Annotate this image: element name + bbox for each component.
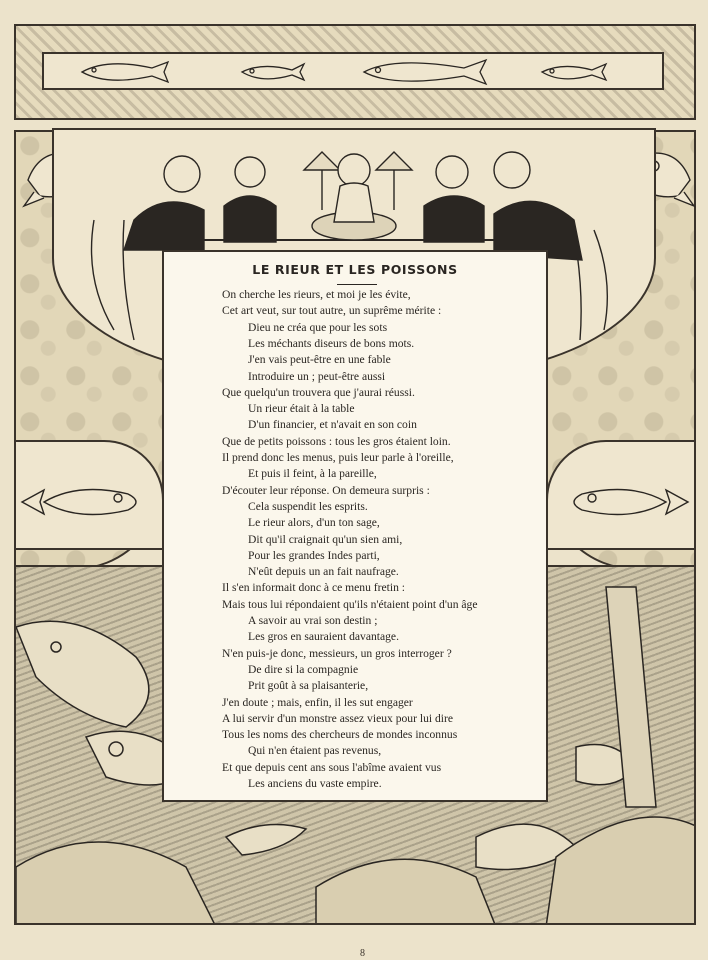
poem-line: Le rieur alors, d'un ton sage, (248, 516, 380, 530)
poem-line: Les gros en sauraient davantage. (248, 630, 399, 644)
poem-line: Cela suspendit les esprits. (248, 499, 368, 513)
poem-line: Que quelqu'un trouvera que j'aurai réussi. (222, 385, 415, 399)
poem-line: Un rieur était à la table (248, 402, 355, 416)
poem-line: Et puis il feint, à la pareille, (248, 467, 377, 481)
title-rule (337, 284, 377, 285)
poem-line: Les méchants diseurs de bons mots. (248, 336, 415, 350)
page-number: 8 (360, 948, 365, 959)
poem-line: N'eût depuis un an fait naufrage. (248, 565, 399, 579)
poem-line: Les anciens du vaste empire. (248, 777, 382, 790)
poem-text-box (162, 250, 548, 802)
poem-line: D'écouter leur réponse. On demeura surpris : (222, 483, 430, 497)
poem-title: LE RIEUR ET LES POISSONS (252, 262, 458, 277)
poem-line: Mais tous lui répondaient qu'ils n'étaient point d'un âge (222, 597, 478, 611)
poem-line: De dire si la compagnie (248, 662, 359, 676)
poem-line: Qui n'en étaient pas revenus, (248, 744, 382, 758)
poem-line: N'en puis-je donc, messieurs, un gros interroger ? (222, 646, 452, 660)
right-fish-illustration (552, 478, 692, 528)
fish-frieze-illustration (42, 52, 664, 90)
poem-line: Il s'en informait donc à ce menu fretin : (222, 581, 406, 595)
poem-line: Que de petits poissons : tous les gros étaient loin. (222, 434, 451, 448)
poem-line: A savoir au vrai son destin ; (248, 614, 378, 627)
left-fish-illustration (18, 478, 158, 528)
poem-line: J'en doute ; mais, enfin, il les sut engager (222, 695, 413, 709)
poem-line: A lui servir d'un monstre assez vieux pour lui dire (222, 711, 454, 725)
poem-line: On cherche les rieurs, et moi je les évite, (222, 288, 411, 301)
poem-line: Et que depuis cent ans sous l'abîme avaient vus (222, 760, 442, 774)
poem-line: Prit goût à sa plaisanterie, (248, 679, 369, 693)
poem-line: Il prend donc les menus, puis leur parle à l'oreille, (222, 451, 454, 464)
poem-line: Cet art veut, sur tout autre, un suprême mérite : (222, 304, 442, 318)
poem-line: J'en vais peut-être en une fable (248, 353, 391, 367)
poem-line: Pour les grandes Indes parti, (248, 548, 380, 562)
poem-line: Dit qu'il craignait qu'un sien ami, (248, 532, 403, 546)
poem-line: Tous les noms des chercheurs de mondes inconnus (222, 728, 458, 742)
poem-line: Introduire un ; peut-être aussi (248, 369, 386, 383)
poem-line: Dieu ne créa que pour les sots (248, 320, 388, 334)
poem-line: D'un financier, et n'avait en son coin (248, 418, 417, 432)
